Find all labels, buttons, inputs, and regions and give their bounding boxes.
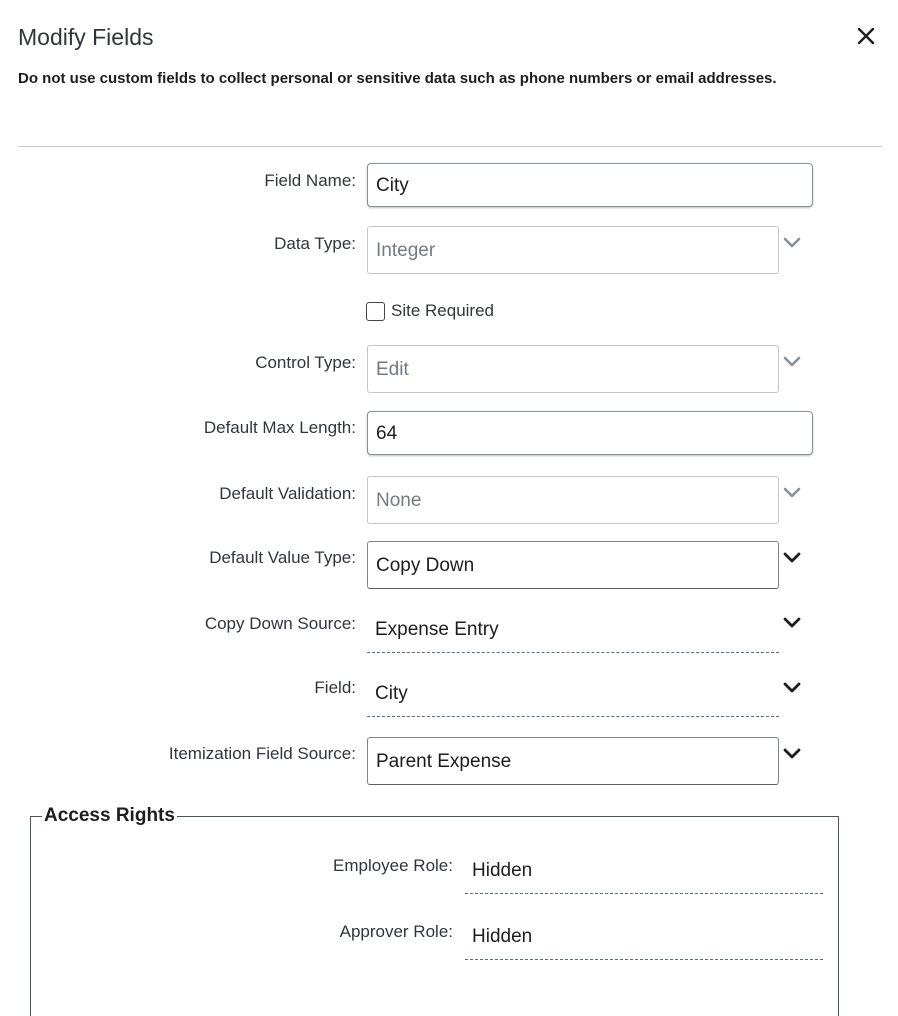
approver-role-select[interactable]: Hidden — [465, 916, 823, 960]
divider — [18, 146, 882, 147]
default-validation-select: None — [367, 476, 779, 524]
employee-role-select[interactable]: Hidden — [465, 850, 823, 894]
site-required-checkbox[interactable] — [366, 302, 385, 321]
close-button[interactable] — [852, 22, 880, 50]
chevron-down-icon — [781, 355, 803, 369]
default-value-type-chevron[interactable] — [781, 551, 803, 565]
employee-role-label: Employee Role: — [332, 856, 453, 875]
field-name-input[interactable]: City — [367, 163, 813, 207]
copy-down-source-chevron[interactable] — [781, 616, 803, 630]
approver-role-label: Approver Role: — [339, 922, 453, 941]
itemization-field-source-label: Itemization Field Source: — [168, 744, 356, 763]
field-label: Field: — [314, 678, 356, 697]
data-type-chevron — [781, 236, 803, 250]
close-icon[interactable] — [852, 22, 880, 50]
control-type-chevron — [781, 355, 803, 369]
default-max-length-input[interactable]: 64 — [367, 411, 813, 455]
chevron-down-icon — [781, 236, 803, 250]
field-name-label: Field Name: — [264, 171, 356, 190]
chevron-down-icon[interactable] — [781, 747, 803, 761]
access-rights-legend: Access Rights — [44, 805, 175, 826]
privacy-warning: Do not use custom fields to collect personal or sensitive data such as phone numbers or email addresses. — [18, 70, 777, 87]
default-validation-label: Default Validation: — [219, 484, 356, 503]
field-chevron[interactable] — [781, 681, 803, 695]
chevron-down-icon[interactable] — [781, 551, 803, 565]
field-select[interactable]: City — [367, 673, 779, 717]
default-value-type-label: Default Value Type: — [209, 548, 356, 567]
control-type-select: Edit — [367, 345, 779, 393]
chevron-down-icon — [781, 486, 803, 500]
copy-down-source-label: Copy Down Source: — [204, 614, 356, 633]
itemization-field-source-chevron[interactable] — [781, 747, 803, 761]
copy-down-source-select[interactable]: Expense Entry — [367, 609, 779, 653]
itemization-field-source-select[interactable]: Parent Expense — [367, 737, 779, 785]
site-required-row[interactable] — [366, 301, 494, 321]
chevron-down-icon[interactable] — [781, 616, 803, 630]
site-required-label[interactable]: Site Required — [391, 301, 495, 320]
control-type-label: Control Type: — [255, 353, 356, 372]
dialog-title: Modify Fields — [18, 24, 154, 50]
data-type-label: Data Type: — [274, 234, 356, 253]
chevron-down-icon[interactable] — [781, 681, 803, 695]
default-value-type-select[interactable]: Copy Down — [367, 541, 779, 589]
data-type-select: Integer — [367, 226, 779, 274]
default-max-length-label: Default Max Length: — [203, 418, 356, 437]
default-validation-chevron — [781, 486, 803, 500]
